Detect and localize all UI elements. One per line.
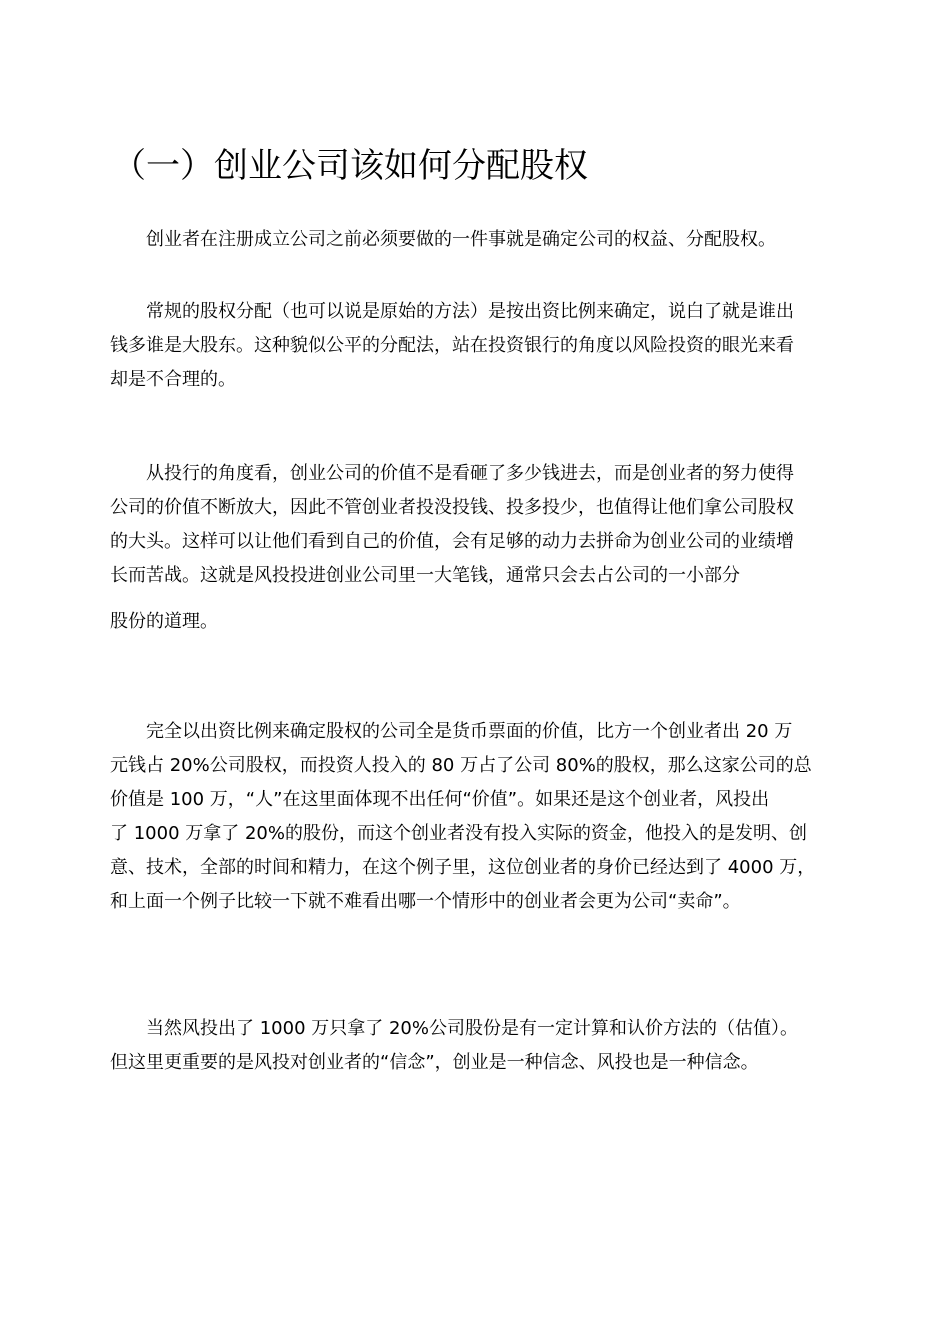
- paragraph-3: [110, 457, 840, 639]
- paragraph-line: 和上面一个例子比较一下就不难看出哪一个情形中的创业者会更为公司“卖命”。: [110, 891, 741, 912]
- paragraph-line: 公司的价值不断放大，因此不管创业者投没投钱、投多投少，也值得让他们拿公司股权: [110, 497, 794, 518]
- paragraph-5: [110, 1012, 840, 1080]
- paragraph-line: 常规的股权分配（也可以说是原始的方法）是按出资比例来确定，说白了就是谁出: [146, 301, 794, 322]
- paragraph-line: 却是不合理的。: [110, 369, 236, 390]
- paragraph-1: [110, 223, 840, 257]
- paragraph-line: 当然风投出了 1000 万只拿了 20%公司股份是有一定计算和认价方法的（估值）。: [146, 1018, 798, 1039]
- paragraph-line: 价值是 100 万，“人”在这里面体现不出任何“价值”。如果还是这个创业者，风投出: [110, 789, 770, 810]
- paragraph-line: 完全以出资比例来确定股权的公司全是货币票面的价值，比方一个创业者出 20 万: [146, 721, 793, 742]
- paragraph-line: 但这里更重要的是风投对创业者的“信念”，创业是一种信念、风投也是一种信念。: [110, 1052, 759, 1073]
- paragraph-4: [110, 715, 840, 919]
- paragraph-line: 创业者在注册成立公司之前必须要做的一件事就是确定公司的权益、分配股权。: [146, 229, 776, 250]
- paragraph-line: 股份的道理。: [110, 611, 218, 632]
- paragraph-line: 的大头。这样可以让他们看到自己的价值，会有足够的动力去拼命为创业公司的业绩增: [110, 531, 794, 552]
- paragraph-line: 从投行的角度看，创业公司的价值不是看砸了多少钱进去，而是创业者的努力使得: [146, 463, 794, 484]
- document-title: （一）创业公司该如何分配股权: [112, 146, 588, 186]
- paragraph-2: [110, 295, 840, 397]
- paragraph-line: 意、技术，全部的时间和精力，在这个例子里，这位创业者的身价已经达到了 4000 万，: [110, 857, 816, 878]
- paragraph-line: 元钱占 20%公司股权，而投资人投入的 80 万占了公司 80%的股权，那么这家公司的总: [110, 755, 812, 776]
- paragraph-line: 钱多谁是大股东。这种貌似公平的分配法，站在投资银行的角度以风险投资的眼光来看: [110, 335, 794, 356]
- paragraph-line: 长而苦战。这就是风投投进创业公司里一大笔钱，通常只会去占公司的一小部分: [110, 565, 740, 586]
- paragraph-line: 了 1000 万拿了 20%的股份，而这个创业者没有投入实际的资金，他投入的是发明、创: [110, 823, 807, 844]
